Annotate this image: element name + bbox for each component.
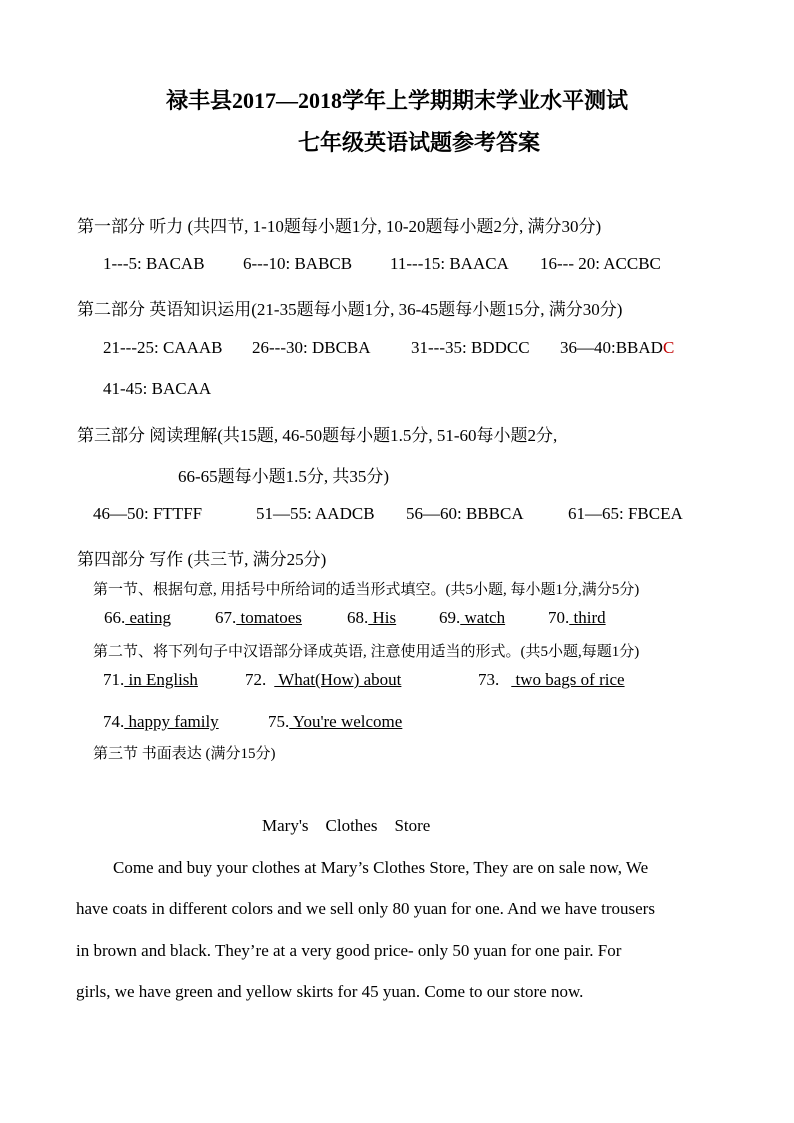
part3-answer: 51—55: AADCB <box>256 504 375 523</box>
part2-answer: 41-45: BACAA <box>103 379 212 398</box>
sec2-item <box>103 670 198 690</box>
section2-heading: 第二节、将下列句子中汉语部分译成英语, 注意使用适当的形式。(共5小题,每题1分) <box>93 644 640 660</box>
part2-answer-36-40 <box>560 338 674 358</box>
part1-answer: 11---15: BAACA <box>390 254 509 273</box>
part1-answer: 16--- 20: ACCBC <box>540 254 661 273</box>
item-number: 74. <box>103 712 125 731</box>
part2-answer: 31---35: BDDCC <box>411 338 530 357</box>
item-number: 68. <box>347 608 369 627</box>
part3-answer: 56—60: BBBCA <box>406 504 524 523</box>
essay-line: Come and buy your clothes at Mary’s Clothes Store, They are on sale now, We <box>113 858 649 877</box>
item-number: 75. <box>268 712 290 731</box>
essay-line: girls, we have green and yellow skirts for 45 yuan. Come to our store now. <box>76 982 584 1001</box>
sec1-item <box>347 608 396 628</box>
sec2-item <box>245 670 401 690</box>
section3-heading: 第三节 书面表达 (满分15分) <box>93 746 276 762</box>
part1-answer: 6---10: BABCB <box>243 254 353 273</box>
sec2-item <box>103 712 219 732</box>
item-answer: two bags of rice <box>511 670 625 689</box>
essay-title: Mary's Clothes Store <box>262 816 431 835</box>
item-number: 71. <box>103 670 125 689</box>
part2-heading: 第二部分 英语知识运用(21-35题每小题1分, 36-45题每小题15分, 满分30分) <box>77 300 623 319</box>
part3-heading-cont: 66-65题每小题1.5分, 共35分) <box>178 467 390 486</box>
answer-red-letter: C <box>662 338 675 357</box>
sec1-item <box>439 608 505 628</box>
item-answer: in English <box>124 670 198 689</box>
item-number: 70. <box>548 608 570 627</box>
item-number: 67. <box>215 608 237 627</box>
item-number: 66. <box>104 608 126 627</box>
item-answer: What(How) about <box>274 670 402 689</box>
sec1-item <box>104 608 171 628</box>
item-answer: eating <box>125 608 172 627</box>
part4-heading: 第四部分 写作 (共三节, 满分25分) <box>77 550 327 569</box>
part1-heading: 第一部分 听力 (共四节, 1-10题每小题1分, 10-20题每小题2分, 满分30分) <box>77 217 602 236</box>
item-number: 72. <box>245 670 267 689</box>
section1-heading: 第一节、根据句意, 用括号中所给词的适当形式填空。(共5小题, 每小题1分,满分5分) <box>93 582 640 598</box>
item-number: 73. <box>478 670 500 689</box>
item-answer: third <box>569 608 606 627</box>
document-title: 禄丰县2017—2018学年上学期期末学业水平测试 <box>165 88 628 113</box>
item-answer: His <box>368 608 397 627</box>
essay-line: have coats in different colors and we sell only 80 yuan for one. And we have trousers <box>76 899 655 918</box>
item-answer: You're welcome <box>289 712 403 731</box>
part1-answer: 1---5: BACAB <box>103 254 205 273</box>
item-answer: watch <box>460 608 506 627</box>
item-answer: happy family <box>124 712 219 731</box>
document-subtitle: 七年级英语试题参考答案 <box>297 130 540 155</box>
part2-answer: 26---30: DBCBA <box>252 338 371 357</box>
part2-answer: 21---25: CAAAB <box>103 338 223 357</box>
answer-text: 36—40:BBAD <box>560 338 663 357</box>
sec2-item <box>478 670 625 690</box>
item-number: 69. <box>439 608 461 627</box>
sec1-item <box>215 608 302 628</box>
part3-answer: 61—65: FBCEA <box>568 504 683 523</box>
essay-line: in brown and black. They’re at a very good price- only 50 yuan for one pair. For <box>76 941 622 960</box>
part3-heading: 第三部分 阅读理解(共15题, 46-50题每小题1.5分, 51-60每小题2分, <box>77 426 558 445</box>
item-answer: tomatoes <box>236 608 302 627</box>
sec2-item <box>268 712 402 732</box>
part3-answer: 46—50: FTTFF <box>93 504 203 523</box>
sec1-item <box>548 608 606 628</box>
